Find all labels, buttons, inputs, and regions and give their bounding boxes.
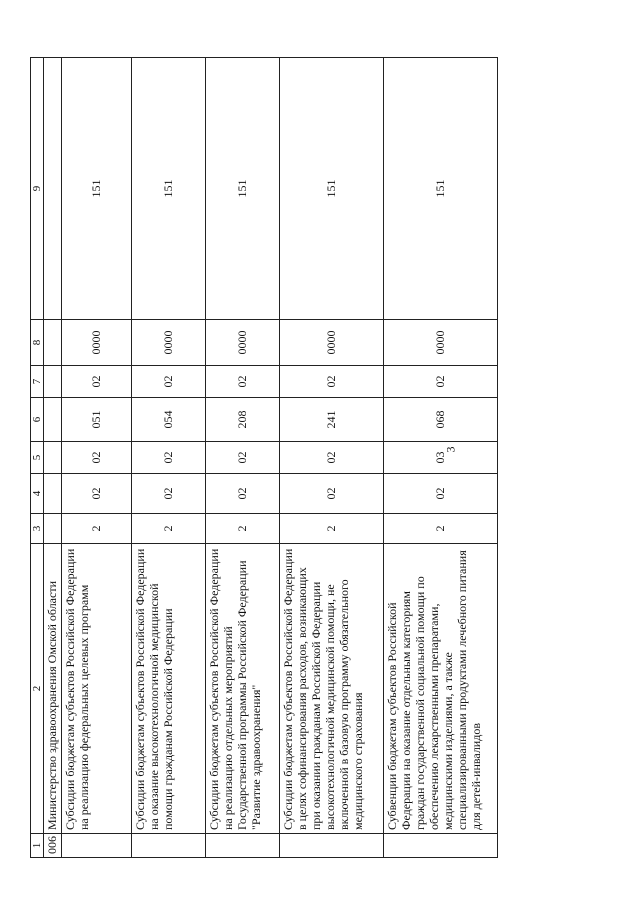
cell-c3: 2 xyxy=(280,514,384,544)
cell-c7: 02 xyxy=(132,366,206,398)
cell-c6: 051 xyxy=(62,398,132,442)
header-cell: 4 xyxy=(31,474,44,514)
cell-c7: 02 xyxy=(206,366,280,398)
row-name: Субсидии бюджетам субъектов Российской Федерации в целях софинансирования расходов, возникающих при оказании гражданам Российской Федерации высокотехнологичной медицинской помощи, не включенной в базовую программу обязательного медицинского страхования xyxy=(280,544,384,834)
table-row xyxy=(62,58,132,858)
cell-c6: 068 xyxy=(384,398,498,442)
cell-c8: 0000 xyxy=(132,320,206,366)
cell-c3: 2 xyxy=(62,514,132,544)
cell-c9: 151 xyxy=(206,58,280,320)
header-row xyxy=(31,58,44,858)
ministry-code: 006 xyxy=(44,834,62,858)
cell-c5: 03 xyxy=(384,442,498,474)
header-cell: 1 xyxy=(31,834,44,858)
cell-c6: 208 xyxy=(206,398,280,442)
cell-c9: 151 xyxy=(384,58,498,320)
row-name: Субсидии бюджетам субъектов Российской Федерации на оказание высокотехнологичной медицинской помощи гражданам Российской Федерации xyxy=(132,544,206,834)
header-cell: 2 xyxy=(31,544,44,834)
row-name: Субсидии бюджетам субъектов Российской Федерации на реализацию федеральных целевых программ xyxy=(62,544,132,834)
cell-c9: 151 xyxy=(132,58,206,320)
cell-c5: 02 xyxy=(280,442,384,474)
cell-c4: 02 xyxy=(384,474,498,514)
cell-c4: 02 xyxy=(62,474,132,514)
cell-c3: 2 xyxy=(206,514,280,544)
cell-c8: 0000 xyxy=(62,320,132,366)
header-cell: 9 xyxy=(31,58,44,320)
cell-c8: 0000 xyxy=(384,320,498,366)
cell-c8: 0000 xyxy=(280,320,384,366)
header-cell: 6 xyxy=(31,398,44,442)
ministry-row xyxy=(44,58,62,858)
table-row xyxy=(280,58,384,858)
cell-c7: 02 xyxy=(280,366,384,398)
cell-c4: 02 xyxy=(132,474,206,514)
table-row xyxy=(132,58,206,858)
cell-c4: 02 xyxy=(280,474,384,514)
cell-c5: 02 xyxy=(206,442,280,474)
cell-c4: 02 xyxy=(206,474,280,514)
cell-c6: 054 xyxy=(132,398,206,442)
budget-table xyxy=(30,57,498,858)
header-cell: 7 xyxy=(31,366,44,398)
page-number: 3 xyxy=(443,446,458,453)
table-row xyxy=(206,58,280,858)
cell-c6: 241 xyxy=(280,398,384,442)
header-cell: 3 xyxy=(31,514,44,544)
cell-c9: 151 xyxy=(280,58,384,320)
cell-c5: 02 xyxy=(132,442,206,474)
cell-c9: 151 xyxy=(62,58,132,320)
cell-c8: 0000 xyxy=(206,320,280,366)
header-cell: 8 xyxy=(31,320,44,366)
cell-c7: 02 xyxy=(62,366,132,398)
row-name: Субвенции бюджетам субъектов Российской Федерации на оказание отдельным категориям граждан государственной социальной помощи по обеспечению лекарственными препаратами, медицинскими изделиями, а также специализированными продуктами лечебного питания для детей-инвалидов xyxy=(384,544,498,834)
cell-c3: 2 xyxy=(384,514,498,544)
header-cell: 5 xyxy=(31,442,44,474)
row-name: Субсидии бюджетам субъектов Российской Федерации на реализацию отдельных мероприятий Государственной программы Российской Федерации "Развитие здравоохранения" xyxy=(206,544,280,834)
cell-c5: 02 xyxy=(62,442,132,474)
cell-c3: 2 xyxy=(132,514,206,544)
ministry-name: Министерство здравоохранения Омской области xyxy=(44,544,62,834)
rotated-page xyxy=(30,58,610,858)
table-row xyxy=(384,58,498,858)
cell-c7: 02 xyxy=(384,366,498,398)
